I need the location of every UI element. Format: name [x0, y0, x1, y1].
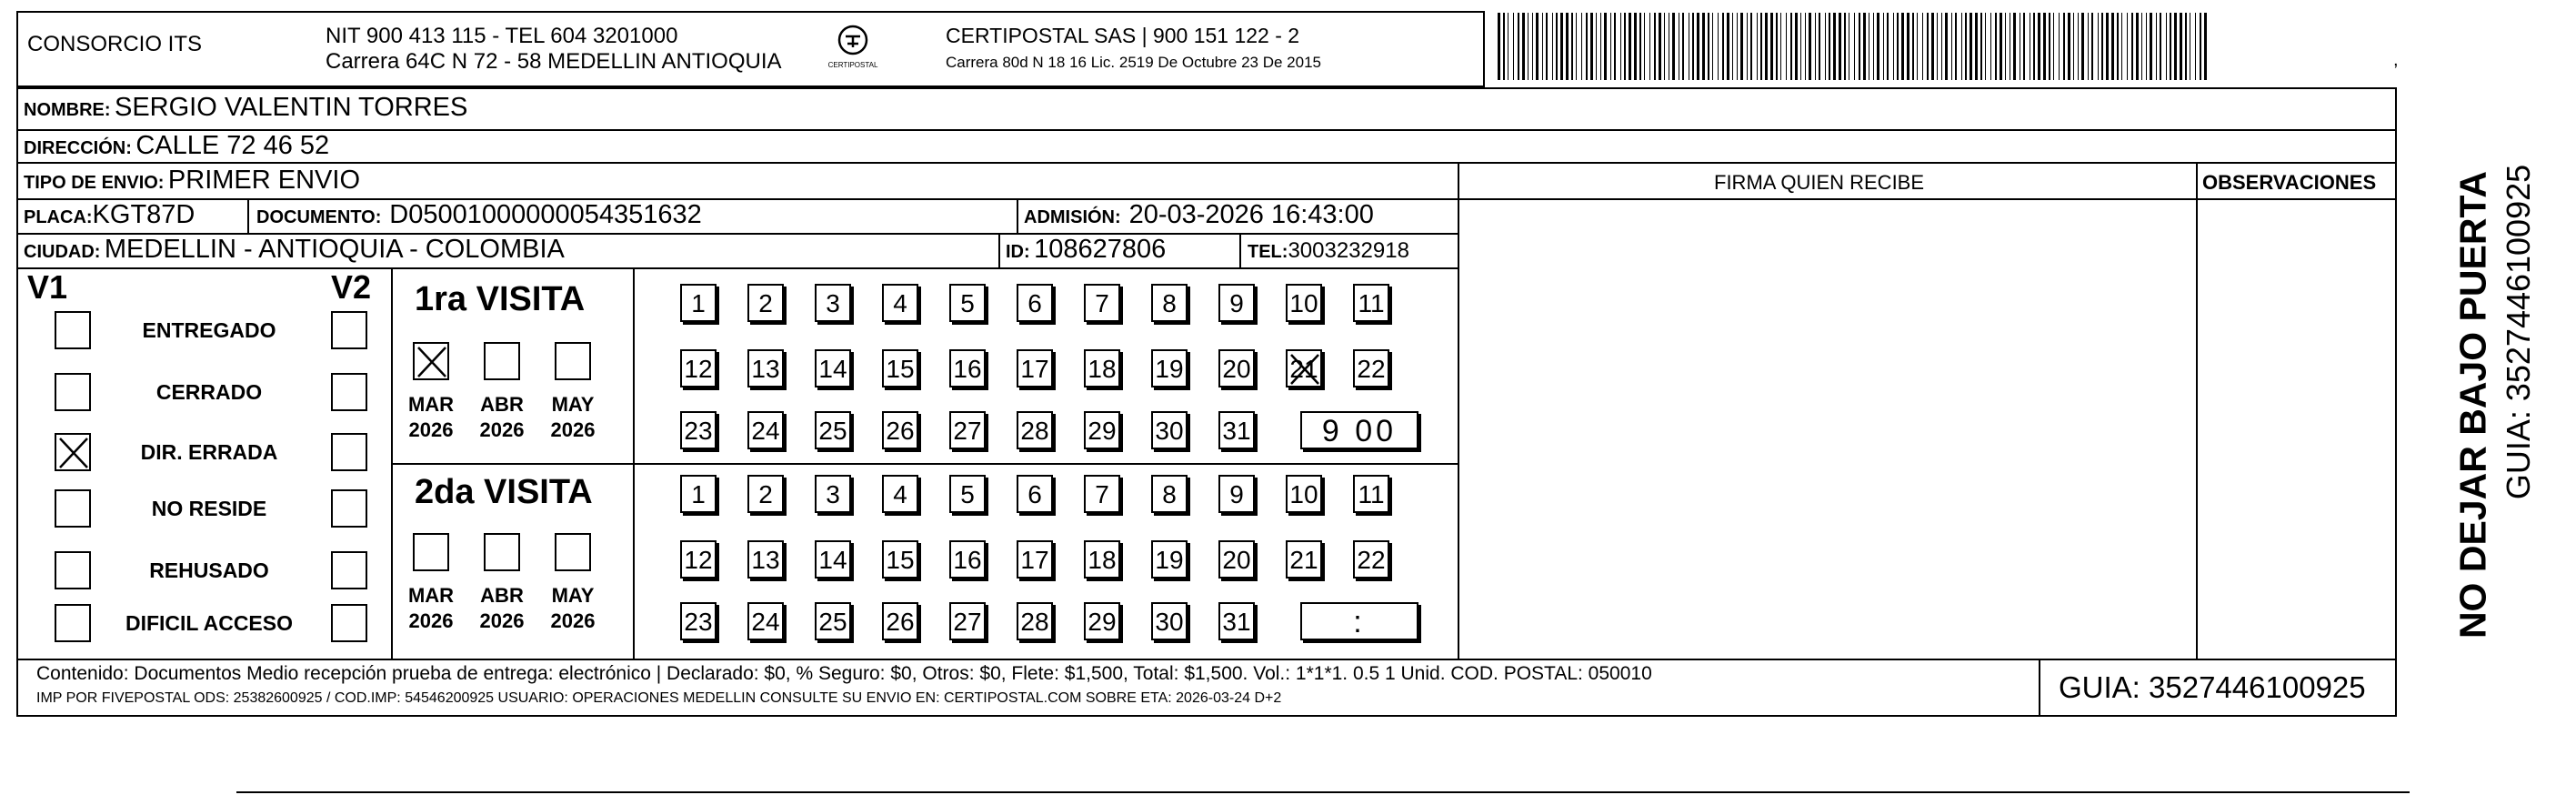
plate-label: PLACA:	[24, 207, 93, 227]
plate: KGT87D	[92, 200, 195, 229]
day-box[interactable]: 4	[882, 475, 918, 513]
v1-checkbox[interactable]	[55, 311, 91, 349]
day-box[interactable]: 4	[882, 284, 918, 322]
year-label: 2026	[550, 609, 596, 632]
month-checkbox[interactable]	[484, 342, 520, 380]
city-label: CIUDAD:	[24, 242, 101, 262]
month-checkbox[interactable]	[413, 533, 449, 571]
month-label: MAR	[407, 393, 455, 416]
day-box[interactable]: 27	[949, 602, 986, 640]
time-box[interactable]: :	[1300, 602, 1418, 640]
month-label: MAR	[407, 584, 455, 607]
send-type: PRIMER ENVIO	[167, 166, 361, 195]
day-box[interactable]: 10	[1286, 475, 1322, 513]
day-box[interactable]: 10	[1286, 284, 1322, 322]
visit-title: 1ra VISITA	[415, 280, 586, 318]
day-box[interactable]: 29	[1084, 602, 1120, 640]
status-option-label: DIFICIL ACCESO	[125, 611, 294, 635]
day-box[interactable]: 11	[1353, 475, 1389, 513]
year-label: 2026	[550, 418, 596, 441]
company-address: Carrera 64C N 72 - 58 MEDELLIN ANTIOQUIA	[326, 49, 782, 74]
year-label: 2026	[479, 609, 525, 632]
year-label: 2026	[479, 418, 525, 441]
logo-text: CERTIPOSTAL	[827, 61, 878, 69]
day-box[interactable]: 9	[1218, 284, 1255, 322]
status-option-label: DIR. ERRADA	[140, 440, 278, 464]
city: MEDELLIN - ANTIOQUIA - COLOMBIA	[104, 235, 565, 264]
tick-mark: ,	[2393, 50, 2399, 70]
month-checkbox[interactable]	[555, 342, 591, 380]
address-label: DIRECCIÓN:	[24, 138, 132, 158]
day-box[interactable]: 28	[1017, 411, 1053, 449]
month-checkbox[interactable]	[413, 342, 449, 380]
day-box[interactable]: 23	[680, 411, 717, 449]
day-box[interactable]: 3	[815, 284, 851, 322]
v2-checkbox[interactable]	[331, 604, 367, 642]
barcode	[1496, 13, 2214, 80]
day-box[interactable]: 26	[882, 602, 918, 640]
day-box[interactable]: 30	[1151, 411, 1188, 449]
certipostal-logo	[827, 24, 878, 73]
day-box[interactable]: 12	[680, 349, 717, 387]
certipostal-address: Carrera 80d N 18 16 Lic. 2519 De Octubre 23 De 2015	[946, 54, 1321, 71]
day-box[interactable]: 2	[747, 475, 784, 513]
year-label: 2026	[408, 609, 454, 632]
day-box[interactable]: 29	[1084, 411, 1120, 449]
day-box[interactable]: 28	[1017, 602, 1053, 640]
v1-label: V1	[27, 268, 68, 306]
day-box[interactable]: 12	[680, 540, 717, 579]
day-box[interactable]: 21	[1286, 540, 1322, 579]
status-option-label: NO RESIDE	[151, 497, 267, 520]
day-box[interactable]: 5	[949, 284, 986, 322]
day-box[interactable]: 7	[1084, 284, 1120, 322]
day-box[interactable]: 17	[1017, 349, 1053, 387]
month-label: ABR	[480, 584, 524, 607]
month-checkbox[interactable]	[555, 533, 591, 571]
day-box[interactable]: 19	[1151, 349, 1188, 387]
day-box[interactable]: 31	[1218, 411, 1255, 449]
day-box[interactable]: 8	[1151, 475, 1188, 513]
v1-checkbox[interactable]	[55, 373, 91, 411]
footer-guide: GUIA: 3527446100925	[2059, 670, 2366, 704]
day-box[interactable]: 25	[815, 411, 851, 449]
observations-label: OBSERVACIONES	[2202, 171, 2377, 194]
status-option-label: CERRADO	[155, 380, 263, 404]
status-option-label: REHUSADO	[149, 559, 269, 582]
recipient-name: SERGIO VALENTIN TORRES	[115, 93, 468, 122]
day-box[interactable]: 22	[1353, 349, 1389, 387]
day-box[interactable]: 14	[815, 540, 851, 579]
day-box[interactable]: 23	[680, 602, 717, 640]
day-box[interactable]: 27	[949, 411, 986, 449]
day-box[interactable]: 15	[882, 540, 918, 579]
signature-label: FIRMA QUIEN RECIBE	[1714, 171, 1925, 194]
day-box[interactable]: 21	[1286, 349, 1322, 387]
document-label: DOCUMENTO:	[256, 207, 382, 227]
tel-label: TEL:	[1248, 242, 1288, 262]
status-option-label: ENTREGADO	[142, 318, 276, 342]
company-name: CONSORCIO ITS	[27, 32, 203, 56]
day-box[interactable]: 26	[882, 411, 918, 449]
day-box[interactable]: 7	[1084, 475, 1120, 513]
day-box[interactable]: 18	[1084, 540, 1120, 579]
day-box[interactable]: 30	[1151, 602, 1188, 640]
send-type-label: TIPO DE ENVIO:	[24, 173, 165, 193]
id-label: ID:	[1006, 242, 1030, 262]
time-box[interactable]: 9 00	[1300, 411, 1418, 449]
content-line: Contenido: Documentos Medio recepción prueba de entrega: electrónico | Declarado: $0, % Seguro: $0, Otros: $0, Flete: $1,500, Total: $1,500. Vol.: 1*1*1. 0.5 1 Unid. COD. POSTAL: 050010	[36, 663, 1652, 684]
v2-label: V2	[331, 268, 372, 306]
day-box[interactable]: 2	[747, 284, 784, 322]
day-box[interactable]: 31	[1218, 602, 1255, 640]
day-box[interactable]: 24	[747, 411, 784, 449]
day-box[interactable]: 25	[815, 602, 851, 640]
day-box[interactable]: 1	[680, 284, 717, 322]
day-box[interactable]: 6	[1017, 475, 1053, 513]
main-frame	[16, 87, 2397, 717]
day-box[interactable]: 8	[1151, 284, 1188, 322]
day-box[interactable]: 6	[1017, 284, 1053, 322]
admission: 20-03-2026 16:43:00	[1128, 200, 1374, 229]
month-label: MAY	[551, 393, 595, 416]
day-box[interactable]: 18	[1084, 349, 1120, 387]
year-label: 2026	[408, 418, 454, 441]
v2-checkbox[interactable]	[331, 551, 367, 589]
day-box[interactable]: 5	[949, 475, 986, 513]
v1-checkbox[interactable]	[55, 489, 91, 528]
tel: 3003232918	[1288, 238, 1409, 263]
recipient-address: CALLE 72 46 52	[135, 131, 330, 160]
v2-checkbox[interactable]	[331, 373, 367, 411]
day-box[interactable]: 14	[815, 349, 851, 387]
day-box[interactable]: 16	[949, 349, 986, 387]
nit-line: NIT 900 413 115 - TEL 604 3201000	[326, 24, 678, 48]
month-label: MAY	[551, 584, 595, 607]
v2-checkbox[interactable]	[331, 433, 367, 471]
v1-checkbox[interactable]	[55, 551, 91, 589]
v1-checkbox[interactable]	[55, 604, 91, 642]
side-guide: GUIA: 3527446100925	[2500, 164, 2537, 500]
day-box[interactable]: 20	[1218, 349, 1255, 387]
v2-checkbox[interactable]	[331, 489, 367, 528]
day-box[interactable]: 11	[1353, 284, 1389, 322]
day-box[interactable]: 17	[1017, 540, 1053, 579]
day-box[interactable]: 24	[747, 602, 784, 640]
day-box[interactable]: 22	[1353, 540, 1389, 579]
visit-title: 2da VISITA	[415, 473, 593, 511]
day-box[interactable]: 3	[815, 475, 851, 513]
day-box[interactable]: 16	[949, 540, 986, 579]
day-box[interactable]: 15	[882, 349, 918, 387]
v1-checkbox[interactable]	[55, 433, 91, 471]
month-checkbox[interactable]	[484, 533, 520, 571]
document: D05001000000054351632	[389, 200, 702, 229]
name-label: NOMBRE:	[24, 100, 111, 120]
day-box[interactable]: 20	[1218, 540, 1255, 579]
day-box[interactable]: 19	[1151, 540, 1188, 579]
side-warning: NO DEJAR BAJO PUERTA	[2451, 170, 2494, 639]
day-box[interactable]: 9	[1218, 475, 1255, 513]
certipostal-line: CERTIPOSTAL SAS | 900 151 122 - 2	[946, 24, 1300, 47]
imp-line: IMP POR FIVEPOSTAL ODS: 25382600925 / COD.IMP: 54546200925 USUARIO: OPERACIONES MEDELLIN CONSULTE SU ENVIO EN: CERTIPOSTAL.COM SOBRE ETA: 2026-03-24 D+2	[36, 690, 1282, 706]
day-box[interactable]: 13	[747, 349, 784, 387]
day-box[interactable]: 13	[747, 540, 784, 579]
day-box[interactable]: 1	[680, 475, 717, 513]
id-number: 108627806	[1034, 235, 1167, 264]
admission-label: ADMISIÓN:	[1024, 207, 1121, 227]
month-label: ABR	[480, 393, 524, 416]
v2-checkbox[interactable]	[331, 311, 367, 349]
